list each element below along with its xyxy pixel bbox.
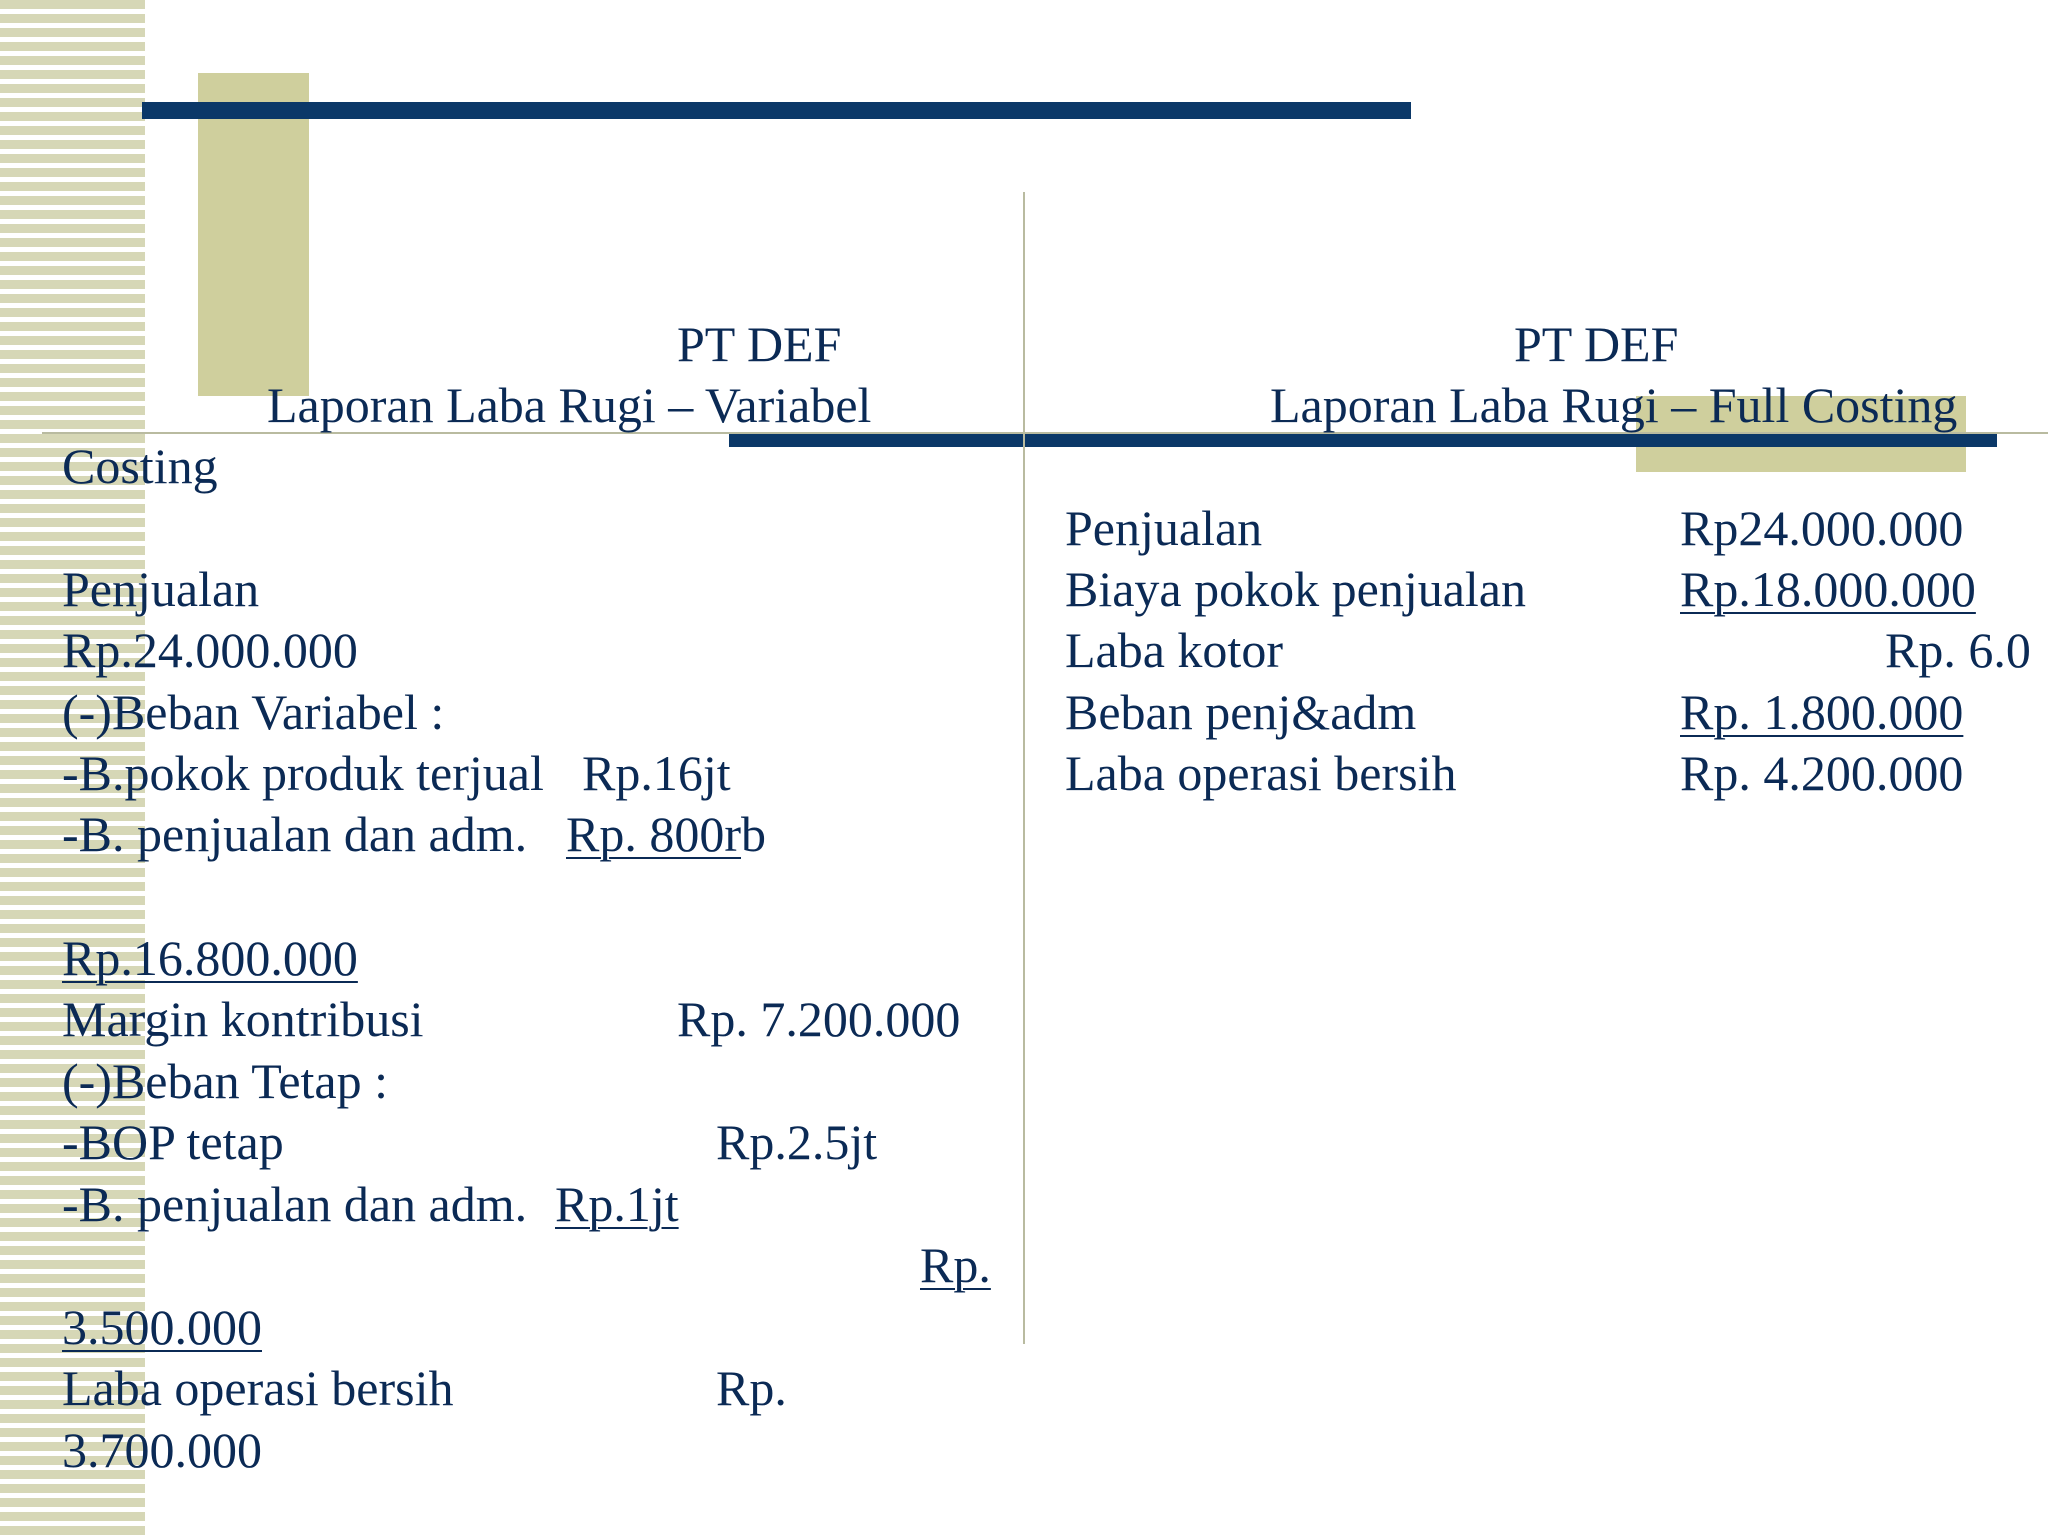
left-beban-variabel-label: (-)Beban Variabel : — [62, 684, 445, 740]
left-bpa2-label: -B. penjualan dan adm. — [62, 1176, 528, 1232]
left-laba-value: 3.700.000 — [62, 1422, 262, 1478]
right-row-label: Laba kotor — [1065, 622, 1283, 678]
column-divider — [1023, 192, 1025, 1344]
left-title: Laporan Laba Rugi – Variabel — [267, 377, 872, 433]
olive-block-top — [198, 73, 309, 396]
right-row-value: Rp24.000.000 — [1680, 500, 1964, 556]
left-bop-value: Rp.2.5jt — [716, 1114, 878, 1170]
left-margin-value: Rp. 7.200.000 — [677, 991, 961, 1047]
right-row-label: Biaya pokok penjualan — [1065, 561, 1526, 617]
left-bop-label: -BOP tetap — [62, 1114, 284, 1170]
right-row-label: Penjualan — [1065, 500, 1263, 556]
navy-bar-top — [142, 102, 1411, 119]
navy-bar-right — [729, 434, 1997, 447]
left-bpa-value-tail: b — [741, 806, 766, 862]
left-total-tetap-prefix: Rp. — [920, 1237, 991, 1293]
left-bpa-value — [566, 804, 766, 864]
left-margin-label: Margin kontribusi — [62, 991, 424, 1047]
right-row-label: Laba operasi bersih — [1065, 745, 1457, 801]
left-penjualan-value: Rp.24.000.000 — [62, 622, 358, 678]
left-total-tetap-value: 3.500.000 — [62, 1299, 262, 1355]
right-row-value: Rp. 6.0 — [1885, 622, 2031, 678]
left-bpa-value-underlined: Rp. 800r — [566, 806, 741, 862]
left-penjualan-label: Penjualan — [62, 561, 260, 617]
left-beban-tetap-label: (-)Beban Tetap : — [62, 1053, 389, 1109]
left-bpp-label: -B.pokok produk terjual — [62, 745, 544, 801]
right-company: PT DEF — [1514, 316, 1679, 372]
left-bpp-value: Rp.16jt — [582, 745, 731, 801]
left-laba-label: Laba operasi bersih — [62, 1360, 454, 1416]
left-laba-prefix: Rp. — [716, 1360, 787, 1416]
right-row-value: Rp. 4.200.000 — [1680, 745, 1964, 801]
left-total-variabel: Rp.16.800.000 — [62, 930, 358, 986]
left-title-cont: Costing — [62, 438, 218, 494]
right-row-value: Rp. 1.800.000 — [1680, 684, 1964, 740]
right-title: Laporan Laba Rugi – Full Costing — [1270, 377, 1958, 433]
left-bpa-label: -B. penjualan dan adm. — [62, 806, 528, 862]
left-bpa2-value: Rp.1jt — [555, 1176, 679, 1232]
right-row-value: Rp.18.000.000 — [1680, 561, 1976, 617]
right-row-label: Beban penj&adm — [1065, 684, 1417, 740]
left-company: PT DEF — [677, 316, 842, 372]
